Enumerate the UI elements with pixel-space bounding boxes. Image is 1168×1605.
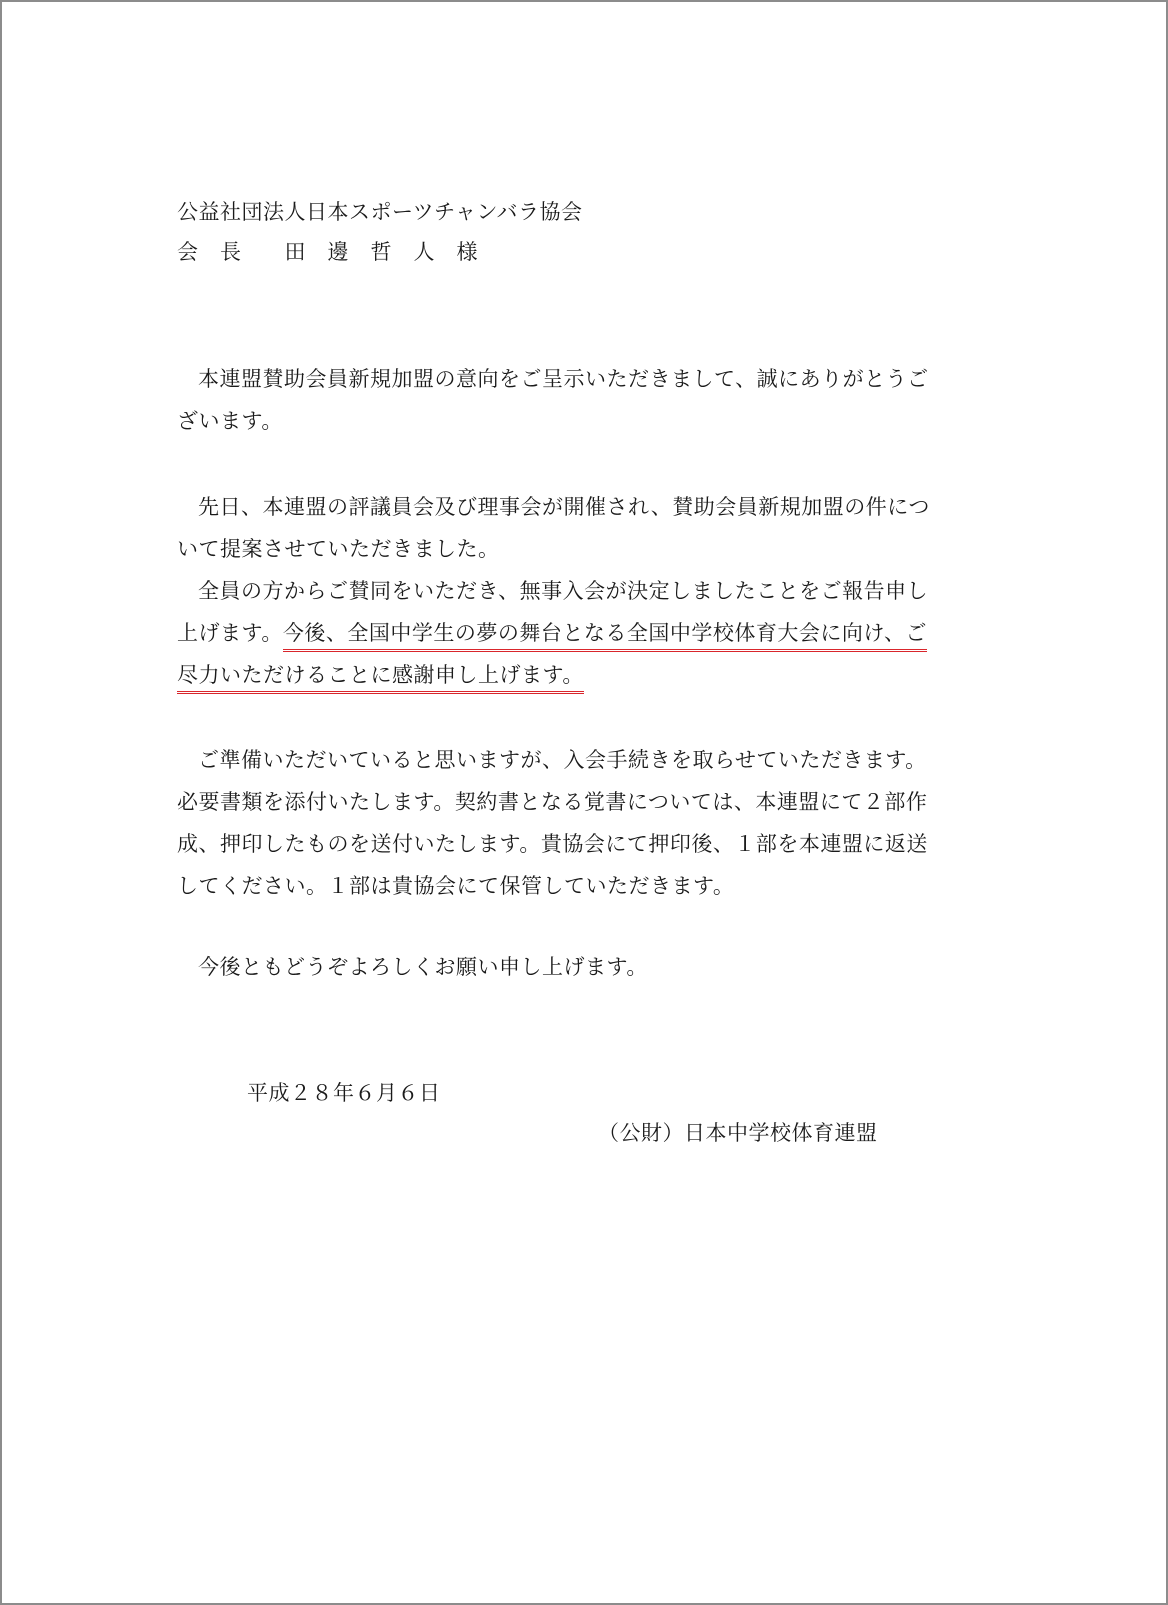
paragraph-2-line-2: いて提案させていただきました。 (177, 537, 500, 561)
paragraph-4-line-4: してください。１部は貴協会にて保管していただきます。 (177, 874, 735, 898)
paragraph-3-line-3 (177, 665, 584, 686)
paragraph-3-line-1: 全員の方からご賛同をいただき、無事入会が決定しましたことをご報告申し (198, 579, 929, 603)
paragraph-1-line-1: 本連盟賛助会員新規加盟の意向をご呈示いただきまして、誠にありがとうご (198, 367, 929, 391)
paragraph-3-line-2 (177, 623, 927, 644)
underlined-text: 尽力いただけることに感謝申し上げます。 (177, 663, 584, 694)
paragraph-2-line-1: 先日、本連盟の評議員会及び理事会が開催され、賛助会員新規加盟の件につ (198, 495, 930, 519)
paragraph-3-plain-text: 上げます。 (177, 621, 283, 645)
date: 平成２８年６月６日 (247, 1081, 441, 1105)
closing-line: 今後ともどうぞよろしくお願い申し上げます。 (198, 955, 648, 979)
paragraph-4-line-2: 必要書類を添付いたします。契約書となる覚書については、本連盟にて２部作 (177, 790, 928, 814)
underlined-text: 今後、全国中学生の夢の舞台となる全国中学校体育大会に向け、ご (283, 621, 927, 652)
paragraph-4-line-1: ご準備いただいていると思いますが、入会手続きを取らせていただきます。 (198, 748, 927, 772)
recipient-name: 会 長 田 邊 哲 人 様 (177, 240, 478, 264)
paragraph-4-line-3: 成、押印したものを送付いたします。貴協会にて押印後、１部を本連盟に返送 (177, 832, 928, 856)
paragraph-1-line-2: ざいます。 (177, 409, 283, 433)
sender: （公財）日本中学校体育連盟 (598, 1121, 878, 1145)
recipient-org: 公益社団法人日本スポーツチャンバラ協会 (177, 200, 583, 224)
